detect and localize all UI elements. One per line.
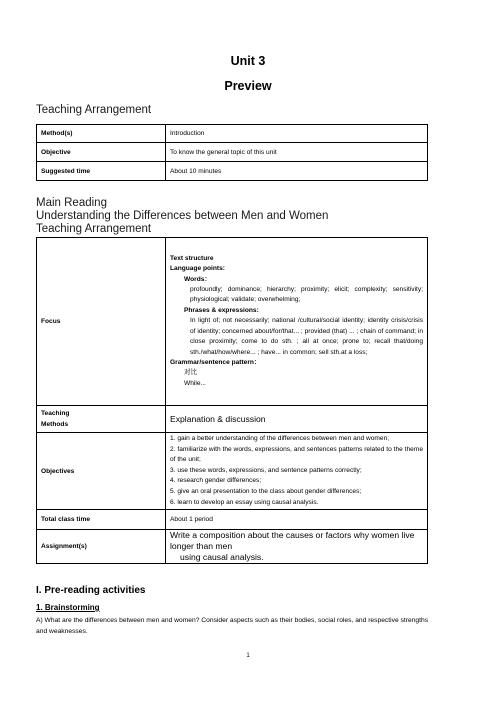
arrangement-heading: Teaching Arrangement [36,223,152,235]
methods-value: Explanation & discussion [166,406,428,433]
objective-item: 5. give an oral presentation to the class about gender differences; [170,487,362,495]
text-structure: Text structure [170,254,214,262]
table-row [37,510,428,530]
methods-label [37,406,166,433]
prereading-heading: I. Pre-reading activities [36,585,146,596]
assignment-label: Assignment(s) [37,530,166,564]
main-reading-title: Understanding the Differences between Men and Women [36,210,329,222]
table-row [37,143,428,162]
preview-heading: Teaching Arrangement [36,104,152,116]
objective-item: 2. familiarize with the words, expressions, and sentences patterns related to the theme of the unit; [170,445,423,464]
objectives-list [166,433,428,510]
objective-item: 4. research gender differences; [170,477,262,485]
focus-label: Focus [37,238,166,406]
methods-label-line: Methods [41,421,69,428]
arrangement-table [36,237,428,564]
row-label: Suggested time [37,162,166,181]
grammar-item: 对比 [184,369,198,377]
objective-item: 3. use these words, expressions, and sentence patterns correctly; [170,466,362,474]
assignment-line: Write a composition about the causes or factors why women live longer than men [170,530,415,552]
section-title: Preview [224,79,272,93]
time-label: Total class time [37,510,166,530]
grammar-label: Grammar/sentence pattern： [170,358,261,366]
objectives-label: Objectives [37,433,166,510]
table-row [37,125,428,143]
table-row [37,162,428,181]
objective-item: 1. gain a better understanding of the differences between men and women; [170,435,390,442]
table-row [37,433,428,510]
focus-content [166,238,428,406]
preview-table [36,124,428,181]
row-value: About 10 minutes [166,162,428,181]
unit-title: Unit 3 [230,54,266,68]
language-points: Language points: [170,265,225,273]
words-list: profoundly; dominance; hierarchy; proximity; elicit; complexity; sensitivity; physiological; validate; overwhelming; [190,286,423,304]
phrases-list: In light of; not necessarily; national /cultural/social identity; identity crisis/crisis of identity; concerned about/for/that... ; provided (that) ... ; chain of command; in close proximity; come to do sth. ; all at once; prone to; recall that/doing sth./what/how/where... ; have... in common; sell sth.at a loss; [190,317,423,356]
row-label: Method(s) [37,125,166,143]
table-row [37,530,428,564]
table-row [37,406,428,433]
objective-item: 6. learn to develop an essay using causal analysis. [170,498,319,506]
row-value: To know the general topic of this unit [166,143,428,162]
grammar-item: While... [184,379,206,387]
table-row [37,238,428,406]
brainstorming-heading: 1. Brainstorming [36,603,100,612]
words-label: Words： [184,275,211,283]
row-label: Objective [37,143,166,162]
page-number: 1 [246,653,250,659]
row-value: Introduction [166,125,428,143]
phrases-label: Phrases & expressions: [184,306,259,314]
assignment-value [166,530,428,564]
methods-label-line: Teaching [41,410,70,417]
brainstorming-paragraph: A) What are the differences between men and women? Consider aspects such as their bodies, social roles, and respective strengths and weaknesses. [36,617,429,635]
time-value: About 1 period [166,510,428,530]
assignment-line: using causal analysis. [180,552,264,563]
main-reading-heading: Main Reading [36,197,107,209]
